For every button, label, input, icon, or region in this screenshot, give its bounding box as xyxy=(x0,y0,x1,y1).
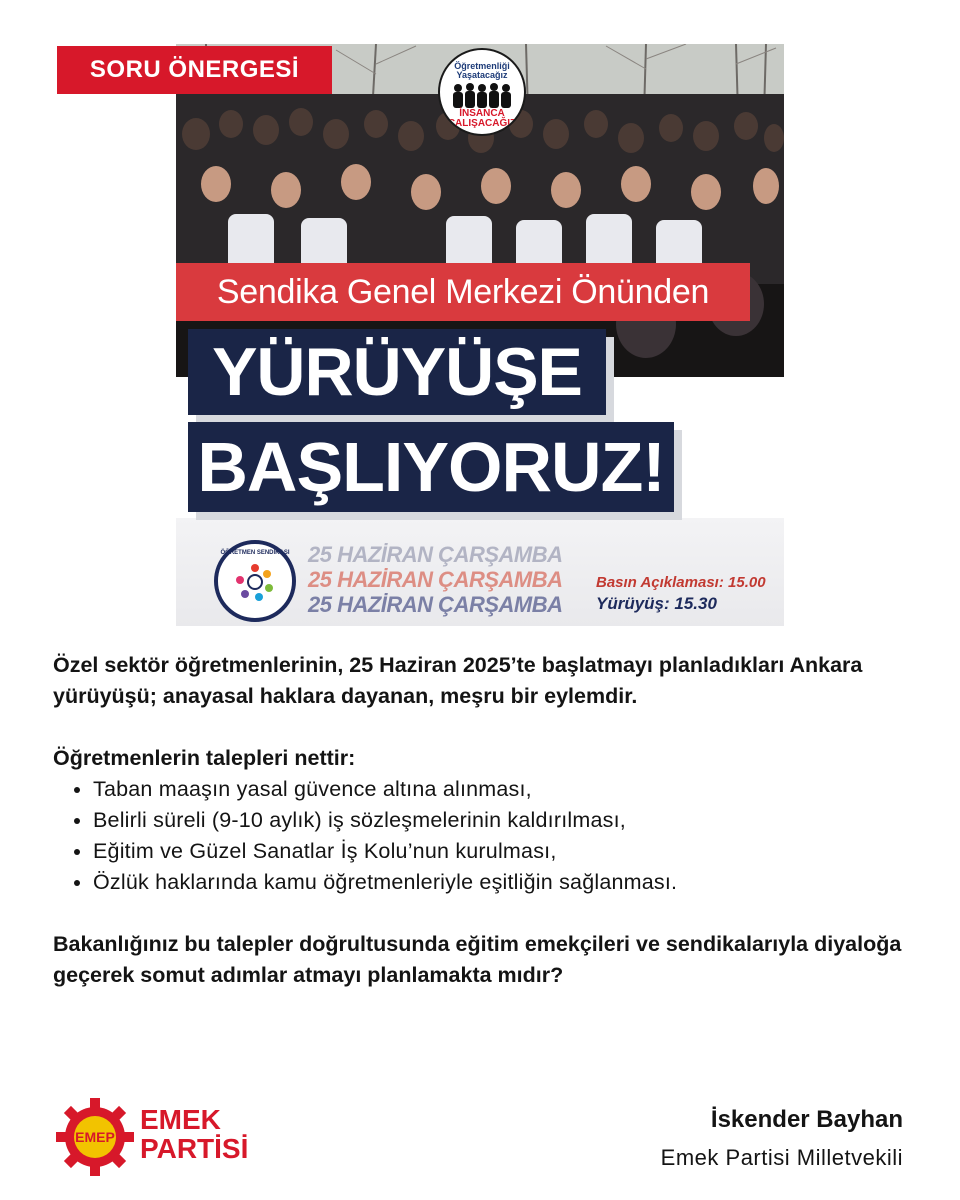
poster-headline-2: BAŞLIYORUZ! xyxy=(188,422,674,512)
demands-title: Öğretmenlerin talepleri nettir: xyxy=(53,746,356,770)
signer-role: Emek Partisi Milletvekili xyxy=(660,1145,903,1170)
campaign-sticker xyxy=(438,48,526,136)
logo-badge-text: EMEP xyxy=(75,1129,115,1145)
party-name-line-1: EMEK xyxy=(140,1104,221,1135)
document-body xyxy=(53,650,913,991)
signer-name: İskender Bayhan xyxy=(710,1106,903,1133)
poster-date-2: 25 HAZİRAN ÇARŞAMBA xyxy=(308,567,563,592)
emep-gear-logo xyxy=(56,1098,134,1176)
sticker-top-text: Öğretmenliği Yaşatacağız xyxy=(454,61,510,80)
party-name xyxy=(140,1105,248,1163)
poster-banner: Sendika Genel Merkezi Önünden xyxy=(176,263,750,321)
list-item: • Eğitim ve Güzel Sanatlar İş Kolu’nun kurulması, xyxy=(93,836,913,867)
party-name-line-2: PARTİSİ xyxy=(140,1133,249,1164)
poster-headline-1: YÜRÜYÜŞE xyxy=(188,329,606,415)
seal-text: ÖĞRETMEN SENDİKASI xyxy=(220,550,290,556)
list-item: • Belirli süreli (9-10 aylık) iş sözleşmelerinin kaldırılması, xyxy=(93,805,913,836)
sticker-bottom-text: İNSANCA ÇALIŞACAĞIZ xyxy=(447,108,517,129)
intro-paragraph: Özel sektör öğretmenlerinin, 25 Haziran 2025’te başlatmayı planladıkları Ankara yürüyüşü; anayasal haklara dayanan, meşru bir eylemdir. xyxy=(53,653,863,708)
question-paragraph: Bakanlığınız bu talepler doğrultusunda eğitim emekçileri ve sendikalarıyla diyaloğa geçerek somut adımlar atmayı planlamakta mıdır? xyxy=(53,932,902,987)
people-silhouette-icon xyxy=(450,82,514,108)
march-time: Yürüyüş: 15.30 xyxy=(596,594,717,613)
signature-block xyxy=(661,1104,903,1174)
poster-date-3: 25 HAZİRAN ÇARŞAMBA xyxy=(308,592,563,617)
demands-list xyxy=(53,774,913,898)
document-tag: SORU ÖNERGESİ xyxy=(57,46,332,94)
union-seal xyxy=(214,540,296,622)
list-item: • Taban maaşın yasal güvence altına alınması, xyxy=(93,774,913,805)
union-logo-icon xyxy=(233,560,277,604)
poster-date-1: 25 HAZİRAN ÇARŞAMBA xyxy=(308,542,563,567)
list-item: • Özlük haklarında kamu öğretmenleriyle eşitliğin sağlanması. xyxy=(93,867,913,898)
press-time: Basın Açıklaması: 15.00 xyxy=(596,574,766,591)
